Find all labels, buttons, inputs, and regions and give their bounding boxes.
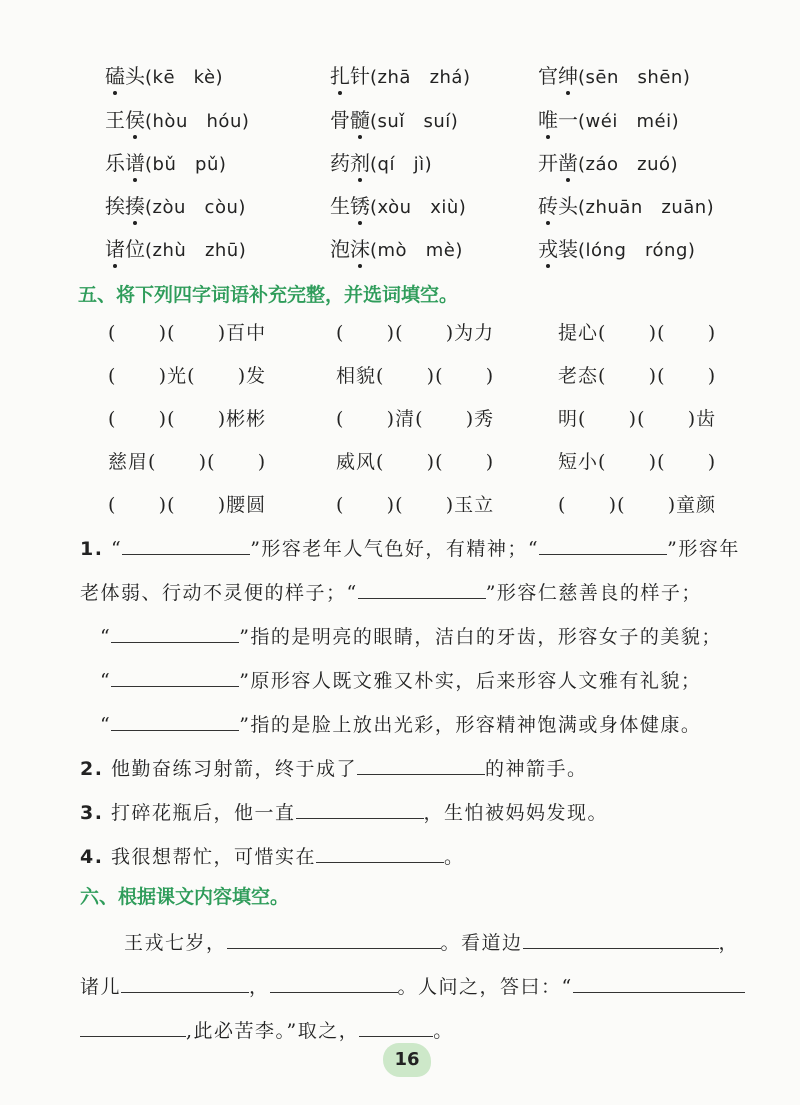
question-number: 1.	[80, 538, 104, 560]
section-six-line-2	[80, 972, 745, 999]
question-1-line-2	[80, 578, 702, 605]
text: “	[100, 714, 112, 736]
idiom-item[interactable]: ( )( )童颜	[558, 494, 717, 516]
idiom-item[interactable]: 短小( )( )	[558, 451, 717, 473]
idiom-item[interactable]: 慈眉( )( )	[108, 451, 267, 473]
text: 。	[433, 1020, 454, 1042]
pinyin-choice-item	[105, 190, 246, 219]
target-char: 凿	[558, 151, 578, 175]
pinyin-choice-item	[538, 104, 679, 133]
text: ，生怕被妈妈发现。	[423, 802, 609, 824]
target-char: 揍	[125, 194, 145, 218]
answer-blank[interactable]	[358, 580, 486, 599]
text: 。看道边	[440, 932, 523, 954]
idiom-item[interactable]: ( )( )百中	[108, 322, 267, 344]
question-3	[80, 798, 608, 825]
pinyin-options[interactable]: (zhù zhū)	[145, 240, 247, 261]
text: “	[100, 670, 112, 692]
target-char: 沫	[350, 237, 370, 261]
text: 老体弱、行动不灵便的样子；“	[80, 582, 358, 604]
text: 王戎七岁，	[124, 932, 227, 954]
dotted-char	[125, 190, 145, 219]
pinyin-options[interactable]: (mò mè)	[370, 240, 463, 261]
word-char: 乐	[105, 151, 125, 175]
answer-blank[interactable]	[357, 756, 485, 775]
target-char: 诸	[105, 237, 125, 261]
text: 。人问之，答曰：“	[397, 976, 573, 998]
answer-blank[interactable]	[227, 930, 441, 949]
text: 我很想帮忙，可惜实在	[111, 846, 317, 868]
pinyin-options[interactable]: (suǐ suí)	[370, 111, 459, 132]
idiom-item[interactable]: 明( )( )齿	[558, 408, 717, 430]
idiom-item[interactable]: 相貌( )( )	[336, 365, 495, 387]
emphasis-dot-icon	[358, 135, 362, 139]
answer-blank[interactable]	[270, 974, 398, 993]
dotted-char	[105, 60, 125, 89]
word-char: 一	[558, 108, 578, 132]
word-char: 装	[558, 237, 578, 261]
word-char: 骨	[330, 108, 350, 132]
target-char: 磕	[105, 64, 125, 88]
answer-blank[interactable]	[296, 800, 424, 819]
dotted-char	[350, 190, 370, 219]
answer-blank[interactable]	[359, 1018, 433, 1037]
pinyin-options[interactable]: (zhā zhá)	[370, 67, 471, 88]
emphasis-dot-icon	[546, 135, 550, 139]
word-char: 针	[350, 64, 370, 88]
target-char: 侯	[125, 108, 145, 132]
answer-blank[interactable]	[539, 536, 667, 555]
pinyin-choice-item	[105, 104, 249, 133]
text: 打碎花瓶后，他一直	[111, 802, 296, 824]
target-char: 锈	[350, 194, 370, 218]
idiom-item[interactable]: ( )光( )发	[108, 365, 267, 387]
pinyin-options[interactable]: (bǔ pǔ)	[145, 154, 227, 175]
idiom-item[interactable]: ( )( )腰圆	[108, 494, 267, 516]
answer-blank[interactable]	[111, 624, 239, 643]
pinyin-options[interactable]: (sēn shēn)	[578, 67, 691, 88]
pinyin-choice-item	[105, 233, 246, 262]
question-1-line-5	[100, 710, 701, 737]
text: 他勤奋练习射箭，终于成了	[111, 758, 358, 780]
pinyin-options[interactable]: (záo zuó)	[578, 154, 679, 175]
text: “	[111, 538, 123, 560]
idiom-item[interactable]: 老态( )( )	[558, 365, 717, 387]
pinyin-choice-item	[330, 147, 432, 176]
pinyin-options[interactable]: (hòu hóu)	[145, 111, 250, 132]
dotted-char	[538, 104, 558, 133]
dotted-char	[558, 147, 578, 176]
text: ,此必苦李。”取之，	[186, 1020, 360, 1042]
pinyin-choice-item	[330, 60, 470, 89]
target-char: 剂	[350, 151, 370, 175]
target-char: 髓	[350, 108, 370, 132]
dotted-char	[105, 233, 125, 262]
dotted-char	[538, 233, 558, 262]
text: ”形容仁慈善良的样子；	[485, 582, 702, 604]
text: ”形容老年人气色好，有精神；“	[250, 538, 540, 560]
question-number: 2.	[80, 758, 104, 780]
answer-blank[interactable]	[111, 668, 239, 687]
answer-blank[interactable]	[523, 930, 719, 949]
text: ”指的是明亮的眼睛，洁白的牙齿，形容女子的美貌；	[239, 626, 722, 648]
pinyin-choice-item	[538, 60, 690, 89]
dotted-char	[558, 60, 578, 89]
question-2	[80, 754, 588, 781]
emphasis-dot-icon	[113, 264, 117, 268]
emphasis-dot-icon	[358, 221, 362, 225]
emphasis-dot-icon	[133, 135, 137, 139]
answer-blank[interactable]	[122, 536, 250, 555]
emphasis-dot-icon	[338, 91, 342, 95]
pinyin-choice-item	[538, 233, 695, 262]
emphasis-dot-icon	[133, 221, 137, 225]
word-char: 王	[105, 108, 125, 132]
question-number: 3.	[80, 802, 104, 824]
question-1-line-1	[80, 534, 740, 561]
pinyin-options[interactable]: (qí jì)	[370, 154, 433, 175]
answer-blank[interactable]	[316, 844, 444, 863]
target-char: 砖	[538, 194, 558, 218]
dotted-char	[125, 147, 145, 176]
target-char: 谱	[125, 151, 145, 175]
emphasis-dot-icon	[113, 91, 117, 95]
emphasis-dot-icon	[566, 178, 570, 182]
pinyin-choice-item	[538, 147, 678, 176]
dotted-char	[538, 190, 558, 219]
target-char: 唯	[538, 108, 558, 132]
target-char: 扎	[330, 64, 350, 88]
idiom-item[interactable]: ( )( )玉立	[336, 494, 495, 516]
pinyin-options[interactable]: (xòu xiù)	[370, 197, 467, 218]
target-char: 绅	[558, 64, 578, 88]
pinyin-choice-item	[330, 190, 466, 219]
dotted-char	[350, 104, 370, 133]
word-char: 泡	[330, 237, 350, 261]
question-1-line-4	[100, 666, 701, 693]
text: ，	[718, 932, 740, 954]
section-five-title: 五、将下列四字词语补充完整，并选词填空。	[78, 284, 459, 306]
text: 的神箭手。	[485, 758, 588, 780]
dotted-char	[125, 104, 145, 133]
text: 。	[444, 846, 465, 868]
idiom-item[interactable]: ( )( )彬彬	[108, 408, 267, 430]
pinyin-choice-item	[330, 104, 458, 133]
word-char: 挨	[105, 194, 125, 218]
dotted-char	[350, 147, 370, 176]
pinyin-choice-item	[105, 147, 226, 176]
text: “	[100, 626, 112, 648]
pinyin-choice-item	[538, 190, 714, 219]
answer-blank[interactable]	[111, 712, 239, 731]
question-number: 4.	[80, 846, 104, 868]
word-char: 头	[558, 194, 578, 218]
dotted-char	[350, 233, 370, 262]
idiom-item[interactable]: 提心( )( )	[558, 322, 717, 344]
emphasis-dot-icon	[358, 264, 362, 268]
pinyin-choice-item	[105, 60, 223, 89]
idiom-item[interactable]: ( )( )为力	[336, 322, 495, 344]
section-six-line-3	[80, 1016, 454, 1043]
word-char: 官	[538, 64, 558, 88]
emphasis-dot-icon	[546, 221, 550, 225]
text: 诸儿	[80, 976, 122, 998]
emphasis-dot-icon	[566, 91, 570, 95]
word-char: 药	[330, 151, 350, 175]
pinyin-options[interactable]: (zhuān zuān)	[578, 197, 715, 218]
pinyin-options[interactable]: (lóng róng)	[578, 240, 696, 261]
idiom-item[interactable]: ( )清( )秀	[336, 408, 495, 430]
dotted-char	[330, 60, 350, 89]
emphasis-dot-icon	[546, 264, 550, 268]
text: ”原形容人既文雅又朴实，后来形容人文雅有礼貌；	[239, 670, 702, 692]
answer-blank[interactable]	[80, 1018, 186, 1037]
text: ，	[249, 976, 270, 998]
target-char: 戎	[538, 237, 558, 261]
idiom-item[interactable]: 威风( )( )	[336, 451, 495, 473]
question-4	[80, 842, 465, 869]
pinyin-options[interactable]: (zòu còu)	[145, 197, 246, 218]
text: ”形容年	[667, 538, 740, 560]
word-char: 生	[330, 194, 350, 218]
pinyin-options[interactable]: (kē kè)	[145, 67, 224, 88]
emphasis-dot-icon	[133, 178, 137, 182]
emphasis-dot-icon	[358, 178, 362, 182]
word-char: 头	[125, 64, 145, 88]
text: ”指的是脸上放出光彩，形容精神饱满或身体健康。	[239, 714, 702, 736]
question-1-line-3	[100, 622, 722, 649]
word-char: 开	[538, 151, 558, 175]
section-six-line-1	[124, 928, 739, 955]
page-number: 16	[383, 1043, 431, 1077]
pinyin-choice-item	[330, 233, 463, 262]
answer-blank[interactable]	[573, 974, 745, 993]
word-char: 位	[125, 237, 145, 261]
section-six-title: 六、根据课文内容填空。	[80, 886, 290, 908]
answer-blank[interactable]	[121, 974, 249, 993]
pinyin-options[interactable]: (wéi méi)	[578, 111, 680, 132]
